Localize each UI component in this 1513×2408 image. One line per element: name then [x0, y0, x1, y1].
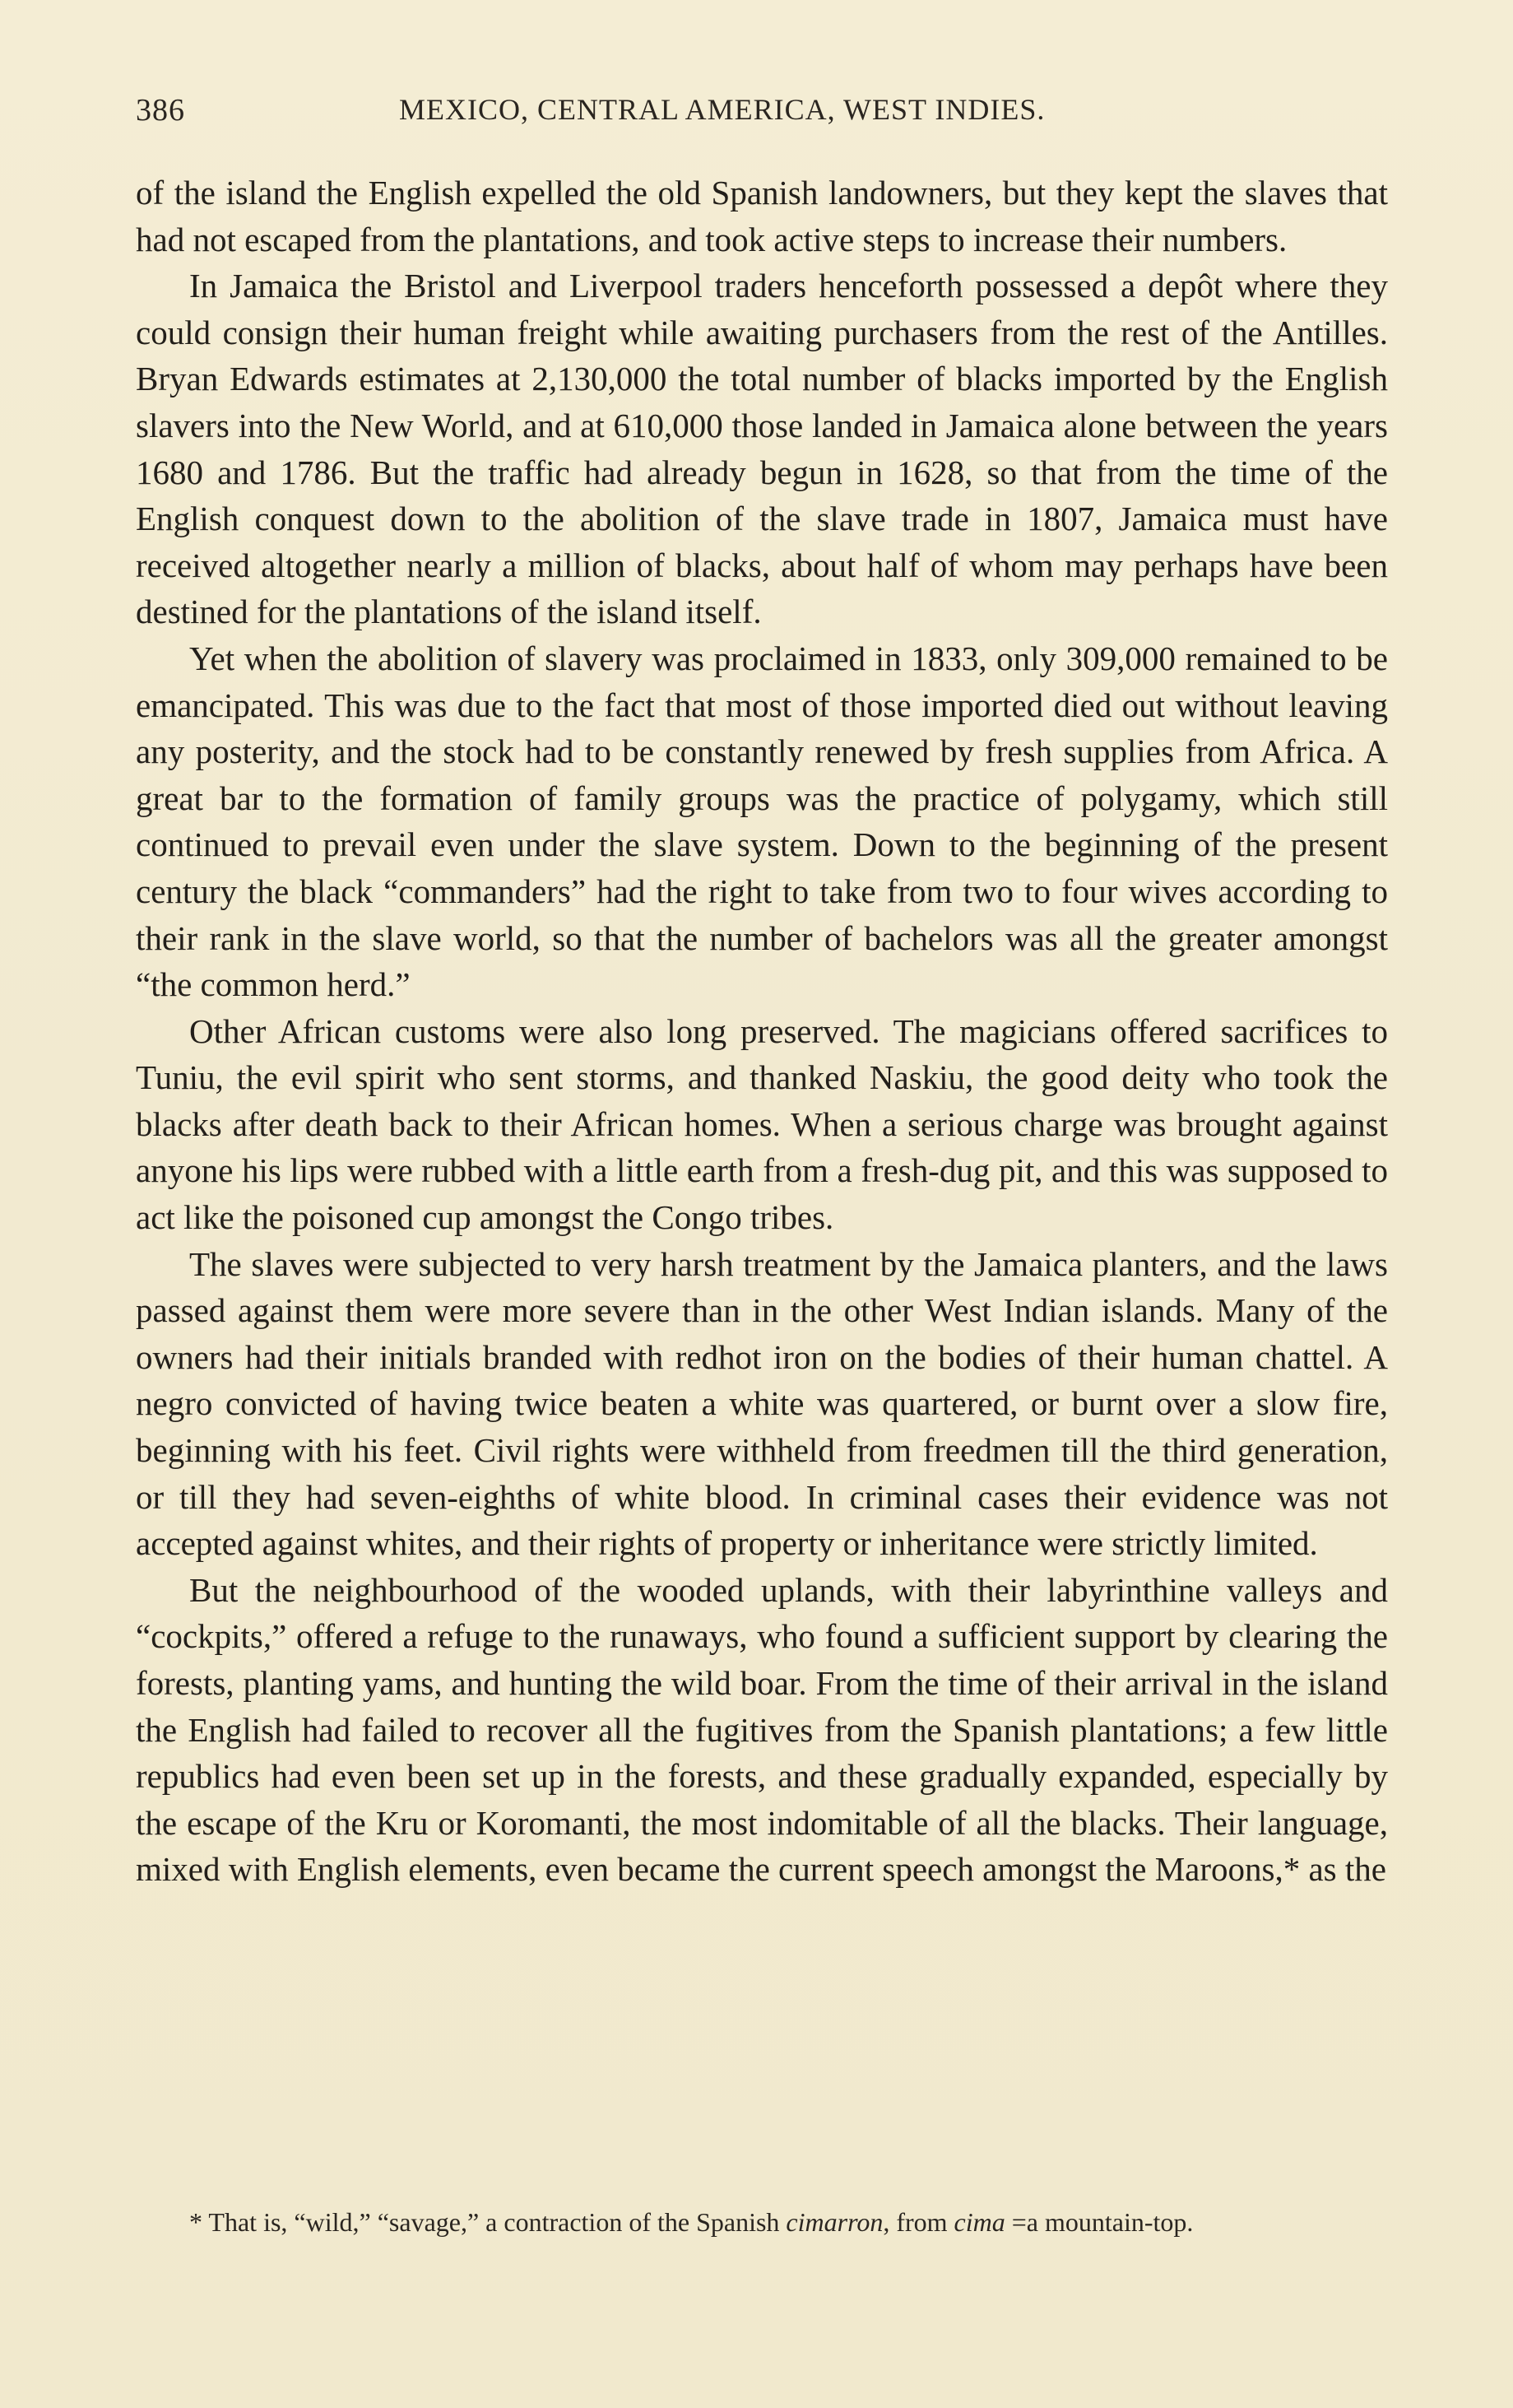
- body-text: [136, 170, 1388, 1893]
- footnote-term: cimarron: [786, 2207, 884, 2237]
- footnote-root: cima: [954, 2207, 1005, 2237]
- paragraph-maroons: But the neighbourhood of the wooded uplands, with their labyrinthine valleys and “cockpits,” offered a refuge to the runaways, who found a sufficient support by clearing the forests, planting yams, and hunting the wild boar. From the time of their arrival in the island the English had failed to recover all the fugitives from the Spanish plantations; a few little republics had even been set up in the forests, and these gradually expanded, especially by the escape of the Kru or Koromanti, the most indomitable of all the blacks. Their language, mixed with English elements, even became the current speech amongst the Maroons,* as the: [136, 1570, 1388, 1889]
- footnote: [189, 2206, 1388, 2238]
- paragraph-abolition: Yet when the abolition of slavery was proclaimed in 1833, only 309,000 remained to be emancipated. This was due to the fact that most of those imported died out without leaving any posterity, and the stock had to be constantly renewed by fresh supplies from Africa. A great bar to the formation of family groups was the practice of polygamy, which still continued to prevail even under the slave system. Down to the beginning of the present century the black “commanders” had the right to take from two to four wives according to their rank in the slave world, so that the number of bachelors was all the greater amongst “the common herd.”: [136, 639, 1388, 1004]
- footnote-middle: , from: [883, 2207, 954, 2237]
- running-head: [136, 92, 1388, 142]
- paragraph-harsh-treatment: The slaves were subjected to very harsh treatment by the Jamaica planters, and the laws passed against them were more severe than in the other West Indian islands. Many of the owners had their initials branded with redhot iron on the bodies of their human chattel. A negro convicted of having twice beaten a white was quartered, or burnt over a slow fire, beginning with his feet. Civil rights were withheld from freedmen till the third generation, or till they had seven-eighths of white blood. In criminal cases their evidence was not accepted against whites, and their rights of property or inheritance were strictly limited.: [136, 1244, 1388, 1563]
- footnote-suffix: =a mountain-top.: [1005, 2207, 1194, 2237]
- paragraph-continued: of the island the English expelled the old Spanish landowners, but they kept the slaves that had not escaped from the plantations, and took active steps to increase their numbers.: [136, 174, 1388, 258]
- running-title: MEXICO, CENTRAL AMERICA, WEST INDIES.: [399, 93, 1046, 126]
- page-number: 386: [136, 93, 185, 128]
- footnote-prefix: * That is, “wild,” “savage,” a contraction of the Spanish: [189, 2207, 787, 2237]
- paragraph-african-customs: Other African customs were also long preserved. The magicians offered sacrifices to Tuniu, the evil spirit who sent storms, and thanked Naskiu, the good deity who took the blacks after death back to their African homes. When a serious charge was brought against anyone his lips were rubbed with a little earth from a fresh-dug pit, and this was supposed to act like the poisoned cup amongst the Congo tribes.: [136, 1011, 1388, 1237]
- paragraph-jamaica-traders: In Jamaica the Bristol and Liverpool traders henceforth possessed a depôt where they could consign their human freight while awaiting purchasers from the rest of the Antilles. Bryan Edwards estimates at 2,130,000 the total number of blacks imported by the English slavers into the New World, and at 610,000 those landed in Jamaica alone between the years 1680 and 1786. But the traffic had already begun in 1628, so that from the time of the English conquest down to the abolition of the slave trade in 1807, Jamaica must have received altogether nearly a million of blacks, about half of whom may perhaps have been destined for the plantations of the island itself.: [136, 267, 1388, 631]
